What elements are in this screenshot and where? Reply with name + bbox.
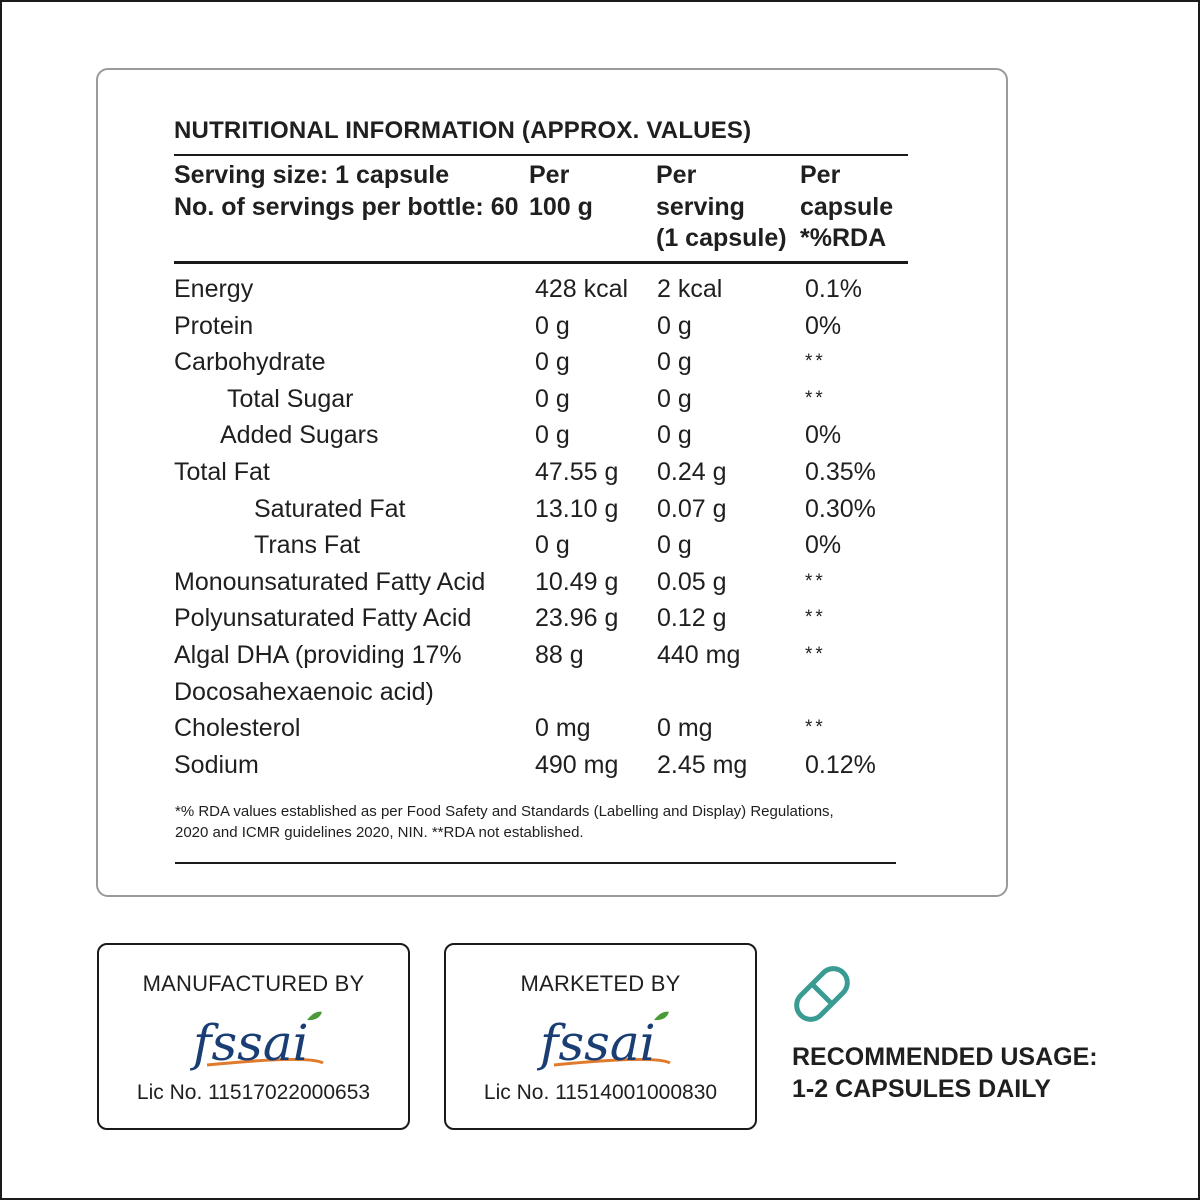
nutrient-name: Cholesterol [174, 714, 301, 743]
value-per-serving: 0 mg [657, 714, 713, 743]
value-rda: 0% [805, 531, 842, 560]
bottom-rule [175, 862, 896, 864]
value-per-100g: 0 g [535, 384, 570, 413]
fssai-logo-icon [526, 1003, 676, 1075]
manufactured-by-label: MANUFACTURED BY [142, 971, 365, 996]
value-per-100g: 428 kcal [535, 275, 629, 303]
value-per-100g: 88 g [535, 641, 584, 669]
value-rda: ** [805, 387, 826, 409]
header-perserving-line1: Per [656, 161, 697, 189]
value-per-serving: 2 kcal [657, 275, 723, 303]
nutrient-name: Polyunsaturated Fatty Acid [174, 604, 472, 633]
value-rda: 0.35% [805, 458, 876, 486]
value-rda: 0.12% [805, 750, 876, 779]
value-per-100g: 10.49 g [535, 567, 619, 596]
value-rda: ** [805, 644, 826, 665]
servings-per-bottle-label: No. of servings per bottle: 60 [174, 192, 519, 221]
nutrient-name: Saturated Fat [254, 494, 406, 523]
value-per-serving: 0 g [657, 384, 692, 413]
recommended-usage [792, 1041, 1098, 1105]
marketer-license: Lic No. 11514001000830 [483, 1081, 718, 1104]
header-per100-line2: 100 g [529, 192, 593, 221]
header-rda-line3: *%RDA [800, 224, 887, 252]
value-per-serving: 0 g [657, 311, 692, 340]
value-rda: 0% [805, 421, 842, 450]
nutrient-name: Algal DHA (providing 17% [174, 641, 462, 669]
manufactured-by-box [97, 943, 410, 1130]
value-rda: 0% [805, 311, 842, 340]
svg-text:fssai: fssai [192, 1014, 309, 1072]
svg-text:fssai: fssai [539, 1014, 656, 1072]
value-per-100g: 0 g [535, 311, 570, 340]
serving-size-label: Serving size: 1 capsule [174, 161, 450, 189]
header-per-100g [529, 160, 593, 223]
marketed-by-box [444, 943, 757, 1130]
header-per100-line1: Per [529, 161, 570, 189]
nutrient-name: Energy [174, 275, 254, 303]
header-perserving-line3: (1 capsule) [656, 224, 787, 252]
value-per-serving: 2.45 mg [657, 750, 748, 779]
header-rda-line1: Per [800, 161, 841, 189]
nutrient-name: Trans Fat [254, 531, 361, 560]
nutrient-name: Added Sugars [220, 421, 379, 450]
value-rda: ** [805, 717, 826, 739]
nutrient-name: Docosahexaenoic acid) [174, 677, 434, 706]
value-per-100g: 0 mg [535, 714, 591, 743]
manufacturer-license: Lic No. 11517022000653 [136, 1081, 371, 1104]
value-per-100g: 0 g [535, 421, 570, 450]
nutrient-name: Total Fat [174, 458, 270, 486]
value-per-serving: 0 g [657, 348, 692, 377]
value-per-100g: 490 mg [535, 750, 619, 779]
header-rule [174, 261, 908, 264]
fssai-logo-icon [179, 1003, 329, 1075]
value-per-serving: 0 g [657, 531, 692, 560]
value-per-100g: 23.96 g [535, 604, 619, 633]
value-per-serving: 0.12 g [657, 604, 727, 633]
value-rda: ** [805, 351, 826, 373]
value-per-100g: 0 g [535, 531, 570, 560]
footnote-line2: 2020 and ICMR guidelines 2020, NIN. **RDA not established. [175, 824, 584, 841]
nutrition-title: NUTRITIONAL INFORMATION (APPROX. VALUES) [174, 117, 752, 144]
nutrient-name: Total Sugar [227, 384, 354, 413]
header-per-serving [656, 160, 787, 255]
value-per-100g: 0 g [535, 348, 570, 377]
value-rda: 0.30% [805, 494, 876, 523]
usage-line2: 1-2 CAPSULES DAILY [792, 1075, 1051, 1103]
value-per-serving: 0.24 g [657, 458, 727, 486]
nutrient-name: Carbohydrate [174, 348, 326, 377]
nutrient-name: Monounsaturated Fatty Acid [174, 567, 486, 596]
header-perserving-line2: serving [656, 192, 745, 221]
value-per-100g: 47.55 g [535, 458, 619, 486]
header-rda-line2: capsule [800, 192, 894, 221]
value-rda: ** [805, 607, 826, 629]
header-rda [800, 160, 893, 255]
nutrient-name: Protein [174, 311, 254, 340]
top-rule [174, 154, 908, 156]
value-rda: ** [805, 570, 826, 592]
nutrient-name: Sodium [174, 750, 259, 779]
capsule-icon [786, 958, 858, 1030]
marketed-by-label: MARKETED BY [520, 971, 681, 996]
footnote-line1: *% RDA values established as per Food Safety and Standards (Labelling and Display) Regulations, [175, 803, 834, 820]
value-per-serving: 440 mg [657, 641, 741, 669]
value-per-serving: 0.05 g [657, 567, 727, 596]
value-per-serving: 0.07 g [657, 494, 727, 523]
value-per-100g: 13.10 g [535, 494, 619, 523]
value-rda: 0.1% [805, 275, 862, 303]
rda-footnote [175, 801, 875, 843]
usage-line1: RECOMMENDED USAGE: [792, 1043, 1098, 1071]
value-per-serving: 0 g [657, 421, 692, 450]
header-serving-info [174, 160, 519, 223]
